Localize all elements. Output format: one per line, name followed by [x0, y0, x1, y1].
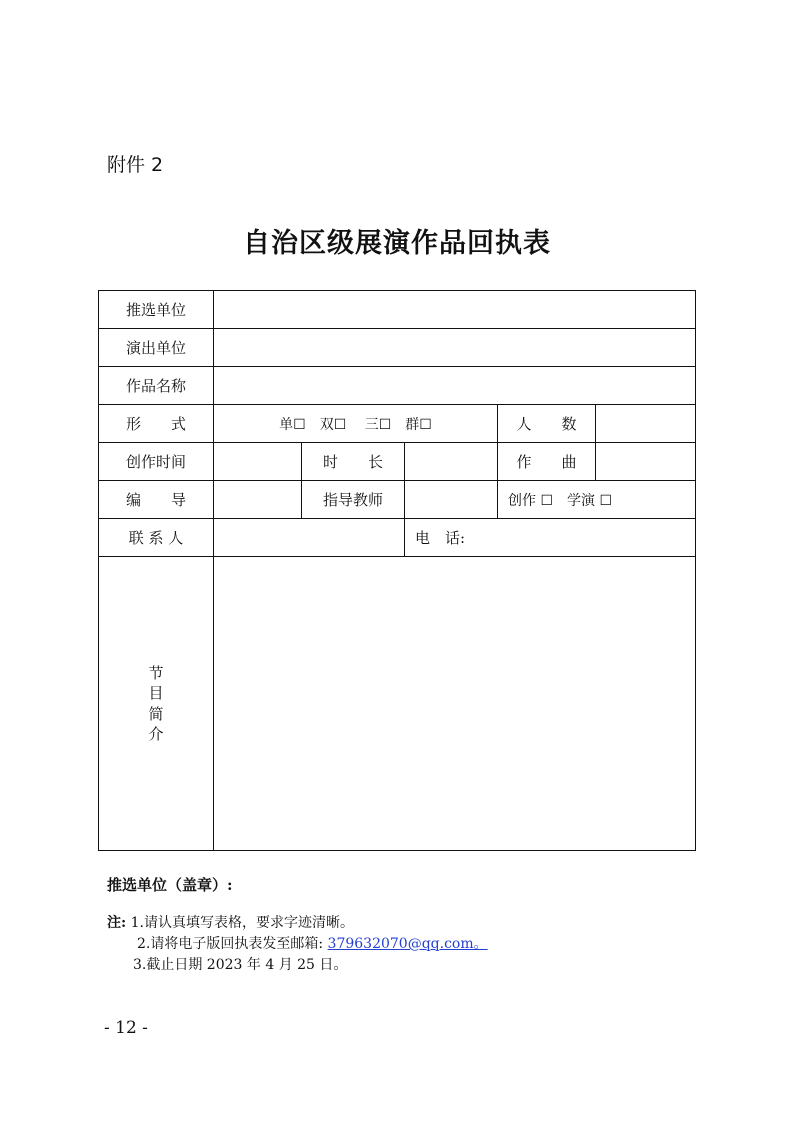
page-title: 自治区级展演作品回执表 [243, 228, 551, 259]
phone-field[interactable]: 电 话: [405, 519, 696, 557]
page-number: - 12 - [104, 1018, 148, 1038]
work-name-label: 作品名称 [99, 367, 214, 405]
work-name-field[interactable] [214, 367, 696, 405]
performer-count-label: 人 数 [498, 405, 596, 443]
note-item-3: 3.截止日期 2023 年 4 月 25 日。 [133, 957, 348, 973]
form-type-label: 形 式 [99, 405, 214, 443]
recommend-unit-label: 推选单位 [99, 291, 214, 329]
recommend-unit-field[interactable] [214, 291, 696, 329]
note-line-2 [107, 934, 488, 955]
attachment-label: 附件 2 [107, 154, 164, 176]
director-label: 编 导 [99, 481, 214, 519]
director-field[interactable] [214, 481, 302, 519]
creation-time-field[interactable] [214, 443, 302, 481]
duration-label: 时 长 [302, 443, 405, 481]
program-intro-field[interactable] [214, 557, 696, 851]
perform-unit-label: 演出单位 [99, 329, 214, 367]
note-item-2: 2.请将电子版回执表发至邮箱: [137, 936, 324, 952]
stamp-line: 推选单位（盖章）: [107, 876, 233, 894]
contact-label: 联 系 人 [99, 519, 214, 557]
note-item-1: 1.请认真填写表格，要求字迹清晰。 [130, 915, 354, 931]
duration-field[interactable] [405, 443, 498, 481]
work-type-options[interactable]: 创作 ☐ 学演 ☐ [498, 481, 696, 519]
email-link[interactable]: 379632070@qq.com。 [327, 936, 488, 952]
composer-field[interactable] [596, 443, 696, 481]
note-line-3 [107, 955, 488, 976]
teacher-label: 指导教师 [302, 481, 405, 519]
note-label: 注: [107, 915, 127, 931]
form-type-options[interactable]: 单☐ 双☐ 三☐ 群☐ [214, 405, 498, 443]
note-line-1 [107, 913, 488, 934]
contact-field[interactable] [214, 519, 405, 557]
receipt-form-table [98, 290, 696, 851]
creation-time-label: 创作时间 [99, 443, 214, 481]
perform-unit-field[interactable] [214, 329, 696, 367]
notes [107, 913, 488, 976]
teacher-field[interactable] [405, 481, 498, 519]
performer-count-field[interactable] [596, 405, 696, 443]
composer-label: 作 曲 [498, 443, 596, 481]
program-intro-label: 节目简介 [99, 557, 214, 851]
